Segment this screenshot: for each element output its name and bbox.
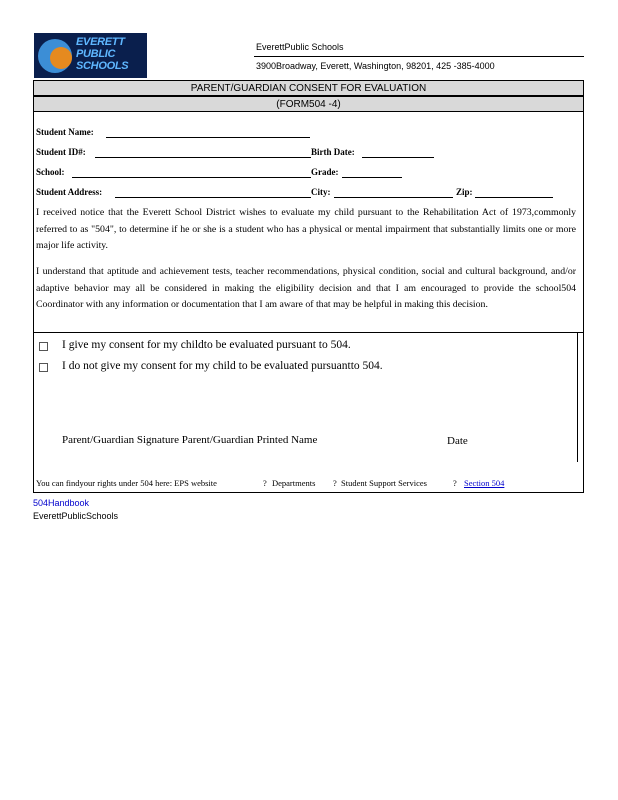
zip-label: Zip: [456,187,473,197]
understanding-paragraph: I understand that aptitude and achievement tests, teacher recommendations, physical condition, social and cultural background, and/or adaptive behavior may all be considered in making the eligibility decision and that I am encouraged to provide the school504 Coordinator with any information or documentation that I am aware of that may be helpful in making this decision. [36,266,576,310]
logo-text: EVERETT PUBLIC SCHOOLS [76,36,129,72]
zip-field[interactable] [475,197,553,198]
org-footer: EverettPublicSchools [33,511,119,521]
city-label: City: [311,187,331,197]
date-label: Date [447,435,468,447]
student-name-field[interactable] [106,137,310,138]
form-number: (FORM504 -4) [33,96,584,112]
student-id-label: Student ID#: [36,147,86,157]
student-name-label: Student Name: [36,127,94,137]
grade-field[interactable] [342,177,402,178]
frame-right [583,80,584,493]
logo-figure-icon [50,47,72,69]
bullet-icon: ? [453,478,457,488]
consent-not-give-checkbox[interactable] [39,363,48,372]
school-label: School: [36,167,65,177]
form-title: PARENT/GUARDIAN CONSENT FOR EVALUATION [33,80,584,96]
birth-date-field[interactable] [362,157,434,158]
school-logo [34,33,147,78]
address-label: Student Address: [36,187,103,197]
grade-label: Grade: [311,167,339,177]
section-504-link[interactable]: Section 504 [464,478,505,488]
school-field[interactable] [72,177,311,178]
consent-divider [33,332,584,333]
student-id-field[interactable] [95,157,311,158]
city-field[interactable] [334,197,453,198]
org-address: 3900Broadway, Everett, Washington, 98201, 425 -385-4000 [256,61,495,71]
birth-date-label: Birth Date: [311,147,355,157]
frame-bottom [33,492,584,493]
student-support-text: Student Support Services [341,478,427,488]
frame-left [33,80,34,493]
header-divider [254,56,584,57]
notice-paragraph: I received notice that the Everett School District wishes to evaluate my child pursuant to the Rehabilitation Act of 1973,commonly referred to as "504", to determine if he or she is a student who has a physical or mental impairment that substantially limits one or more major life activity. [36,207,576,251]
departments-text: Departments [272,478,316,488]
signature-labels: Parent/Guardian Signature Parent/Guardian Printed Name [62,434,318,446]
consent-not-give-label: I do not give my consent for my child to be evaluated pursuantto 504. [62,360,383,372]
consent-give-label: I give my consent for my childto be evaluated pursuant to 504. [62,339,351,351]
handbook-link[interactable]: 504Handbook [33,498,90,508]
bullet-icon: ? [263,478,267,488]
consent-give-checkbox[interactable] [39,342,48,351]
org-name: EverettPublic Schools [256,42,344,52]
consent-inner-right [577,332,578,462]
bullet-icon: ? [333,478,337,488]
address-field[interactable] [115,197,311,198]
rights-text: You can findyour rights under 504 here: EPS website [36,478,217,488]
